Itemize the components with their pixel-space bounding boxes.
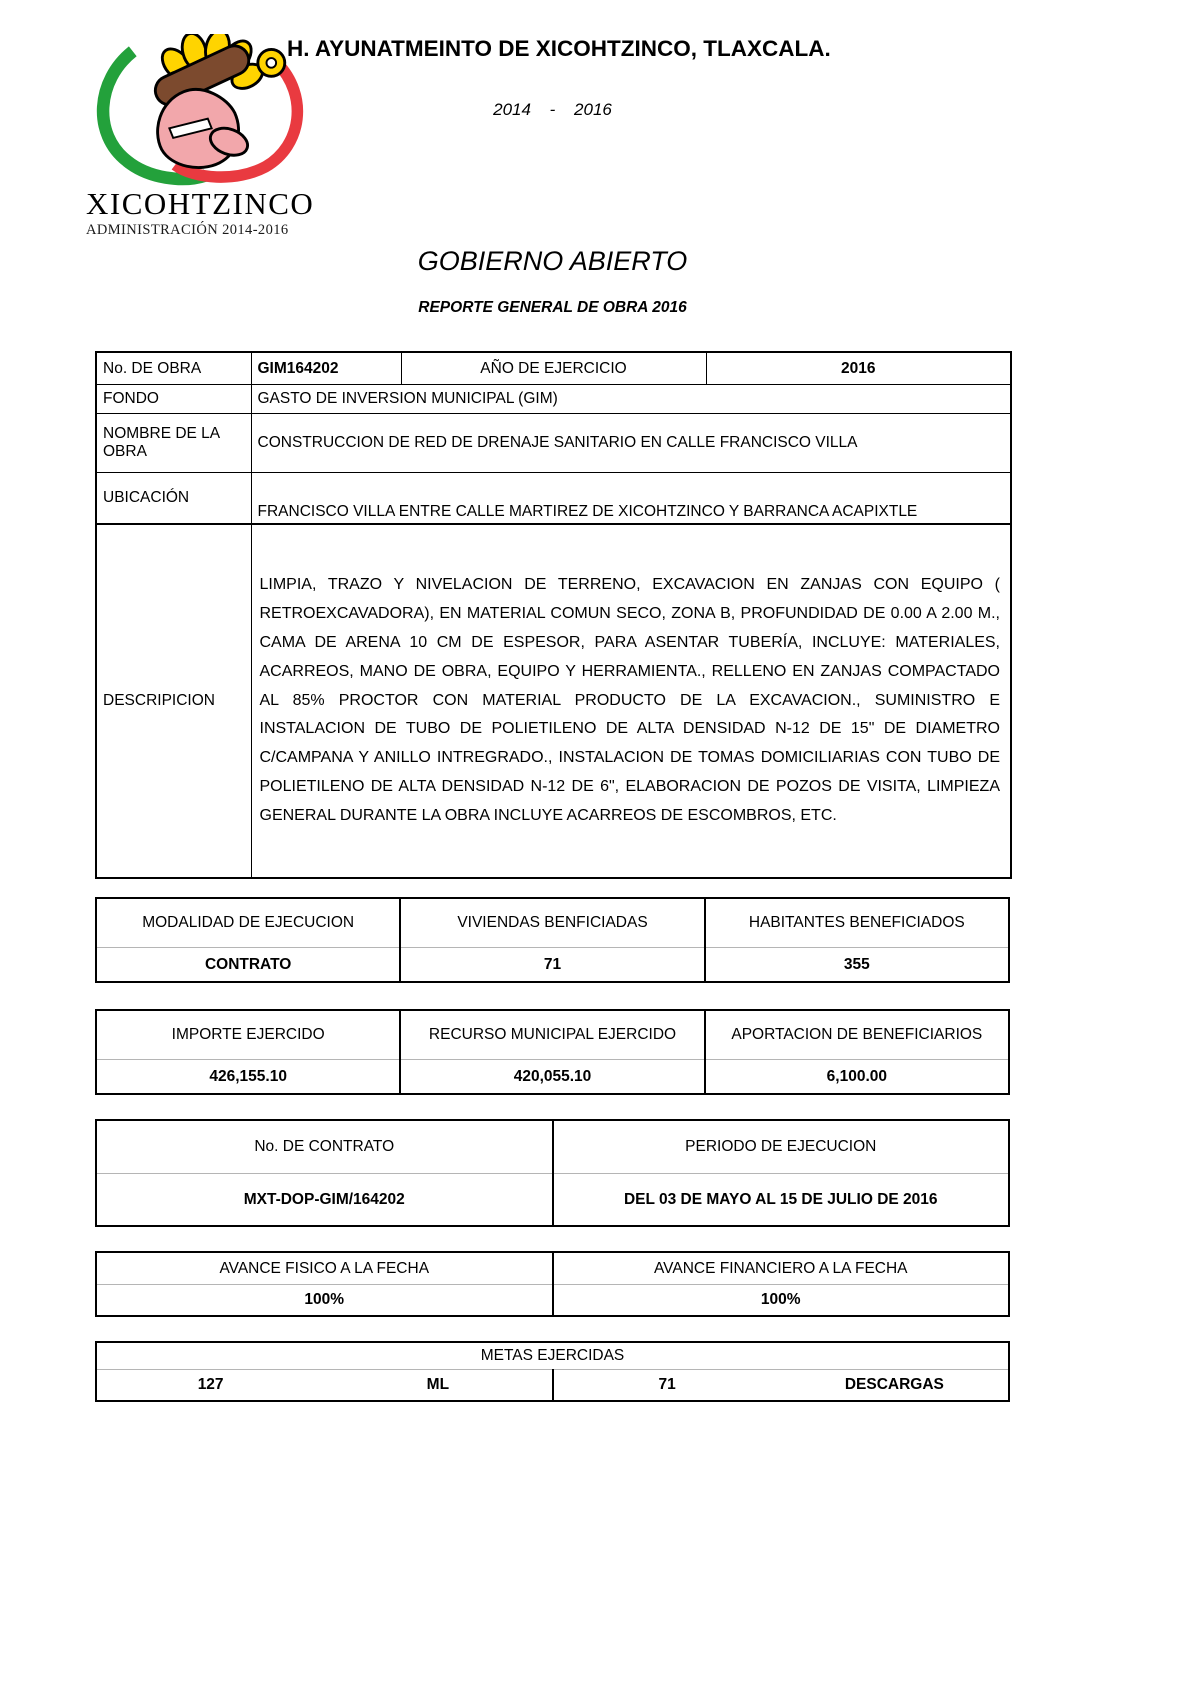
fondo-label: FONDO bbox=[96, 385, 251, 414]
no-obra-value: GIM164202 bbox=[251, 352, 401, 385]
periodo-header: PERIODO DE EJECUCION bbox=[553, 1120, 1010, 1174]
table-row bbox=[96, 473, 1011, 525]
table-row bbox=[96, 898, 1009, 948]
table-row bbox=[96, 524, 1011, 878]
metas-title: METAS EJERCIDAS bbox=[96, 1342, 1009, 1370]
importes-table bbox=[95, 1009, 1010, 1095]
table-row bbox=[96, 1060, 1009, 1095]
metas-cantidad-ml: 127 bbox=[197, 1376, 224, 1393]
document-body bbox=[95, 0, 1010, 1402]
anio-ejercicio-label: AÑO DE EJERCICIO bbox=[401, 352, 706, 385]
modalidad-table bbox=[95, 897, 1010, 983]
table-row bbox=[96, 352, 1011, 385]
nombre-obra-value: CONSTRUCCION DE RED DE DRENAJE SANITARIO EN CALLE FRANCISCO VILLA bbox=[251, 414, 1011, 473]
ubicacion-value: FRANCISCO VILLA ENTRE CALLE MARTIREZ DE XICOHTZINCO Y BARRANCA ACAPIXTLE bbox=[251, 473, 1011, 525]
modalidad-value: CONTRATO bbox=[204, 955, 292, 973]
descripcion-label: DESCRIPICION bbox=[96, 524, 251, 878]
logo-subtitle: ADMINISTRACIÓN 2014-2016 bbox=[86, 222, 289, 238]
descripcion-value: LIMPIA, TRAZO Y NIVELACION DE TERRENO, EXCAVACION EN ZANJAS CON EQUIPO ( RETROEXCAVADORA), EN MATERIAL COMUN SECO, ZONA B, PROFUNDIDAD DE 0.00 A 2.00 M., CAMA DE ARENA 10 CM DE ESPESOR, PARA ASENTAR TUBERÍA, INCLUYE: MATERIALES, ACARREOS, MANO DE OBRA, EQUIPO Y HERRAMIENTA., RELLENO EN ZANJAS COMPACTADO AL 85% PROCTOR CON MATERIAL PRODUCTO DE LA EXCAVACION., SUMINISTRO E INSTALACION DE TUBO DE POLIETILENO DE ALTA DENSIDAD N-12 DE 15" DE DIAMETRO C/CAMPANA Y ANILLO INTREGRADO., INSTALACION DE TOMAS DOMICILIARIAS CON TUBO DE POLIETILENO DE ALTA DENSIDAD N-12 DE 6", ELABORACION DE POZOS DE VISITA, LIMPIEZA GENERAL DURANTE LA OBRA INCLUYE ACARREOS DE ESCOMBROS, ETC. bbox=[251, 524, 1011, 878]
avance-financiero-header: AVANCE FINANCIERO A LA FECHA bbox=[553, 1252, 1010, 1285]
aportacion-header: APORTACION DE BENEFICIARIOS bbox=[705, 1010, 1009, 1060]
table-row bbox=[96, 1342, 1009, 1370]
aportacion-value: 6,100.00 bbox=[705, 1060, 1009, 1095]
obra-info-table bbox=[95, 351, 1012, 879]
metas-cantidad-descargas: 71 bbox=[658, 1376, 676, 1393]
fondo-value: GASTO DE INVERSION MUNICIPAL (GIM) bbox=[251, 385, 1011, 414]
anio-ejercicio-value: 2016 bbox=[706, 352, 1011, 385]
importe-ejercido-header: IMPORTE EJERCIDO bbox=[96, 1010, 400, 1060]
metas-unidad-descargas: DESCARGAS bbox=[844, 1376, 944, 1393]
viviendas-value: 71 bbox=[400, 948, 704, 983]
table-row bbox=[96, 1252, 1009, 1285]
avance-fisico-value: 100% bbox=[304, 1291, 345, 1308]
table-row bbox=[96, 414, 1011, 473]
table-row bbox=[96, 1120, 1009, 1174]
contrato-table bbox=[95, 1119, 1010, 1227]
table-row bbox=[96, 385, 1011, 414]
recurso-municipal-header: RECURSO MUNICIPAL EJERCIDO bbox=[400, 1010, 704, 1060]
table-row bbox=[96, 1285, 1009, 1317]
logo-name: XICOHTZINCO bbox=[86, 186, 315, 221]
no-contrato-header: No. DE CONTRATO bbox=[96, 1120, 553, 1174]
importe-ejercido-value: 426,155.10 bbox=[209, 1067, 287, 1085]
metas-unidad-ml: ML bbox=[324, 1370, 552, 1402]
avance-fisico-header: AVANCE FISICO A LA FECHA bbox=[96, 1252, 553, 1285]
habitantes-header: HABITANTES BENEFICIADOS bbox=[705, 898, 1009, 948]
table-row bbox=[96, 948, 1009, 983]
table-row bbox=[96, 1174, 1009, 1227]
periodo-value: DEL 03 DE MAYO AL 15 DE JULIO DE 2016 bbox=[553, 1174, 1010, 1227]
viviendas-header: VIVIENDAS BENFICIADAS bbox=[400, 898, 704, 948]
no-contrato-value: MXT-DOP-GIM/164202 bbox=[243, 1190, 405, 1208]
document-header-title: H. AYUNATMEINTO DE XICOHTZINCO, TLAXCALA. bbox=[287, 36, 831, 61]
habitantes-value: 355 bbox=[705, 948, 1009, 983]
page-subtitle: REPORTE GENERAL DE OBRA 2016 bbox=[418, 299, 687, 316]
nombre-obra-label: NOMBRE DE LA OBRA bbox=[96, 414, 251, 473]
avance-financiero-value: 100% bbox=[553, 1285, 1010, 1317]
avance-table bbox=[95, 1251, 1010, 1317]
table-row bbox=[96, 1370, 1009, 1402]
ubicacion-label: UBICACIÓN bbox=[96, 473, 251, 525]
table-row bbox=[96, 1010, 1009, 1060]
page-title: GOBIERNO ABIERTO bbox=[417, 246, 688, 276]
administration-period: 2014 - 2016 bbox=[493, 100, 612, 119]
no-obra-label: No. DE OBRA bbox=[96, 352, 251, 385]
recurso-municipal-value: 420,055.10 bbox=[400, 1060, 704, 1095]
metas-table bbox=[95, 1341, 1010, 1402]
modalidad-header: MODALIDAD DE EJECUCION bbox=[96, 898, 400, 948]
